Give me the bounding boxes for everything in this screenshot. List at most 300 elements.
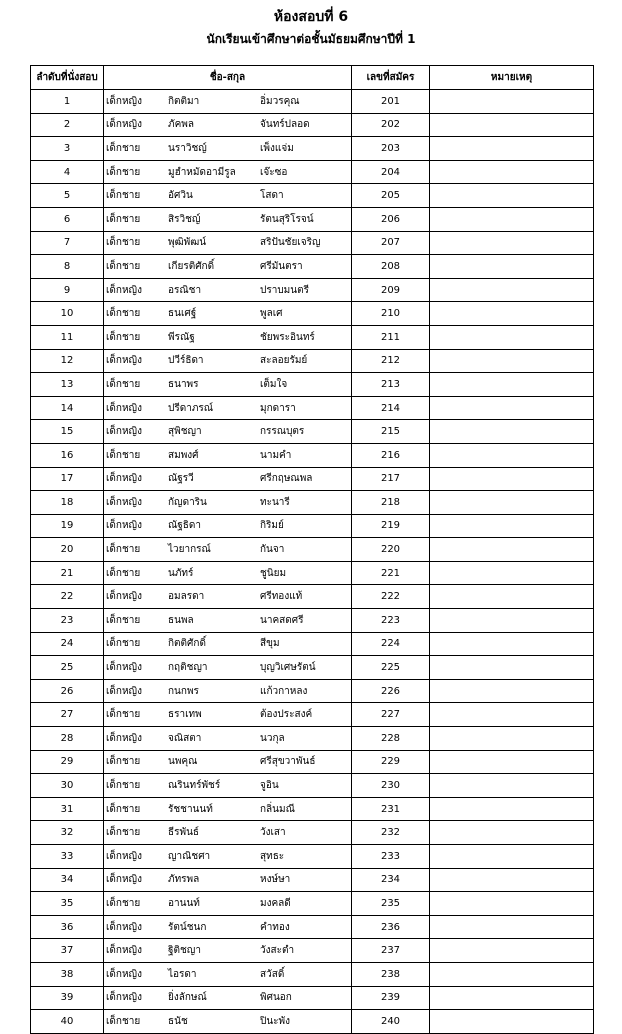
application-number: 205 <box>352 184 430 208</box>
table-row <box>31 797 594 821</box>
seat-number: 6 <box>31 207 104 231</box>
note-cell <box>430 750 594 774</box>
last-name: ศรีทองแท้ <box>260 591 303 603</box>
table-row <box>31 373 594 397</box>
first-name: ญาณิชศา <box>168 850 211 862</box>
student-name <box>104 892 352 916</box>
note-cell <box>430 892 594 916</box>
table-row <box>31 774 594 798</box>
note-cell <box>430 821 594 845</box>
table-row <box>31 184 594 208</box>
name-prefix: เด็กชาย <box>106 237 141 249</box>
last-name: มงคลดี <box>260 897 291 909</box>
seat-number: 22 <box>31 585 104 609</box>
application-number: 201 <box>352 90 430 114</box>
name-prefix: เด็กชาย <box>106 213 141 225</box>
seat-number: 17 <box>31 467 104 491</box>
application-number: 209 <box>352 278 430 302</box>
application-number: 213 <box>352 373 430 397</box>
note-cell <box>430 302 594 326</box>
note-cell <box>430 514 594 538</box>
seat-number: 21 <box>31 561 104 585</box>
note-cell <box>430 184 594 208</box>
note-cell <box>430 278 594 302</box>
name-prefix: เด็กชาย <box>106 1015 141 1027</box>
table-row <box>31 632 594 656</box>
first-name: ปวีร์ธิดา <box>168 355 204 367</box>
last-name: พิศนอก <box>260 992 292 1004</box>
seat-number: 33 <box>31 845 104 869</box>
first-name: รัตน์ชนก <box>168 921 207 933</box>
student-name <box>104 255 352 279</box>
first-name: จณิสตา <box>168 732 202 744</box>
first-name: ณัฐธิดา <box>168 520 202 532</box>
last-name: ต้องประสงค์ <box>260 709 313 721</box>
seat-number: 9 <box>31 278 104 302</box>
application-number: 218 <box>352 491 430 515</box>
note-cell <box>430 632 594 656</box>
first-name: พีรณัฐ <box>168 331 195 343</box>
application-number: 204 <box>352 160 430 184</box>
name-prefix: เด็กหญิง <box>106 992 142 1004</box>
first-name: ธนพล <box>168 614 194 626</box>
table-row <box>31 868 594 892</box>
seat-number: 3 <box>31 137 104 161</box>
first-name: อานนท์ <box>168 897 200 909</box>
seat-number: 40 <box>31 1010 104 1034</box>
note-cell <box>430 113 594 137</box>
student-name <box>104 727 352 751</box>
note-cell <box>430 538 594 562</box>
name-prefix: เด็กชาย <box>106 331 141 343</box>
seat-number: 34 <box>31 868 104 892</box>
seat-number: 15 <box>31 420 104 444</box>
seat-number: 18 <box>31 491 104 515</box>
table-row <box>31 727 594 751</box>
table-row <box>31 325 594 349</box>
seat-number: 7 <box>31 231 104 255</box>
note-cell <box>430 160 594 184</box>
last-name: ศรีกฤษณพล <box>260 473 313 485</box>
seat-number: 19 <box>31 514 104 538</box>
student-name <box>104 915 352 939</box>
first-name: ยิ่งลักษณ์ <box>168 992 207 1004</box>
table-row <box>31 160 594 184</box>
last-name: วังเสา <box>260 827 286 839</box>
name-prefix: เด็กชาย <box>106 709 141 721</box>
last-name: อิ่มวรคุณ <box>260 95 300 107</box>
note-cell <box>430 420 594 444</box>
seat-number: 4 <box>31 160 104 184</box>
table-row <box>31 986 594 1010</box>
note-cell <box>430 585 594 609</box>
last-name: เจ๊ะซอ <box>260 166 288 178</box>
seat-number: 16 <box>31 443 104 467</box>
table-row <box>31 845 594 869</box>
first-name: สุพิชญา <box>168 426 202 438</box>
seat-number: 39 <box>31 986 104 1010</box>
table-row <box>31 939 594 963</box>
name-prefix: เด็กหญิง <box>106 426 142 438</box>
note-cell <box>430 1010 594 1034</box>
last-name: สะลอยรัมย์ <box>260 355 308 367</box>
name-prefix: เด็กหญิง <box>106 685 142 697</box>
table-row <box>31 892 594 916</box>
last-name: กรรณบุตร <box>260 426 305 438</box>
student-name <box>104 90 352 114</box>
last-name: ศรีมันตรา <box>260 260 303 272</box>
table-body <box>31 90 594 1034</box>
table-row <box>31 561 594 585</box>
header-name: ชื่อ-สกุล <box>104 66 352 90</box>
last-name: แก้วกาหลง <box>260 685 308 697</box>
note-cell <box>430 939 594 963</box>
first-name: มูฮำหมัดอามีรูล <box>168 166 236 178</box>
seat-number: 32 <box>31 821 104 845</box>
note-cell <box>430 467 594 491</box>
name-prefix: เด็กหญิง <box>106 402 142 414</box>
name-prefix: เด็กชาย <box>106 803 141 815</box>
table-row <box>31 396 594 420</box>
first-name: ปรีดาภรณ์ <box>168 402 214 414</box>
student-name <box>104 396 352 420</box>
note-cell <box>430 90 594 114</box>
note-cell <box>430 373 594 397</box>
seat-number: 2 <box>31 113 104 137</box>
application-number: 238 <box>352 962 430 986</box>
last-name: เต็มใจ <box>260 378 288 390</box>
first-name: ภัคพล <box>168 119 195 131</box>
first-name: กัญดาริน <box>168 496 207 508</box>
student-name <box>104 325 352 349</box>
table-row <box>31 915 594 939</box>
last-name: หงษ์ษา <box>260 874 291 886</box>
application-number: 208 <box>352 255 430 279</box>
seat-number: 12 <box>31 349 104 373</box>
last-name: นาคสดศรี <box>260 614 304 626</box>
last-name: ทะนารี <box>260 496 290 508</box>
last-name: สีขุม <box>260 638 280 650</box>
name-prefix: เด็กหญิง <box>106 520 142 532</box>
table-row <box>31 656 594 680</box>
application-number: 237 <box>352 939 430 963</box>
application-number: 231 <box>352 797 430 821</box>
name-prefix: เด็กหญิง <box>106 921 142 933</box>
application-number: 227 <box>352 703 430 727</box>
last-name: กันจา <box>260 544 285 556</box>
table-row <box>31 491 594 515</box>
application-number: 215 <box>352 420 430 444</box>
application-number: 228 <box>352 727 430 751</box>
name-prefix: เด็กชาย <box>106 260 141 272</box>
student-name <box>104 349 352 373</box>
last-name: พูลเศ <box>260 308 283 320</box>
application-number: 219 <box>352 514 430 538</box>
first-name: ภัทรพล <box>168 874 200 886</box>
name-prefix: เด็กหญิง <box>106 355 142 367</box>
seat-number: 31 <box>31 797 104 821</box>
last-name: ศรีสุขวาพันธ์ <box>260 756 316 768</box>
student-name <box>104 1010 352 1034</box>
first-name: นภัทร์ <box>168 567 194 579</box>
header-seat: ลำดับที่นั่งสอบ <box>31 66 104 90</box>
last-name: สริปันชัยเจริญ <box>260 237 321 249</box>
name-prefix: เด็กหญิง <box>106 874 142 886</box>
first-name: เกียรติศักดิ์ <box>168 260 215 272</box>
first-name: สิรวิชญ์ <box>168 213 201 225</box>
student-name <box>104 113 352 137</box>
application-number: 220 <box>352 538 430 562</box>
student-name <box>104 585 352 609</box>
application-number: 233 <box>352 845 430 869</box>
application-number: 210 <box>352 302 430 326</box>
application-number: 212 <box>352 349 430 373</box>
application-number: 232 <box>352 821 430 845</box>
name-prefix: เด็กหญิง <box>106 732 142 744</box>
application-number: 206 <box>352 207 430 231</box>
note-cell <box>430 774 594 798</box>
student-name <box>104 750 352 774</box>
name-prefix: เด็กหญิง <box>106 591 142 603</box>
application-number: 211 <box>352 325 430 349</box>
first-name: ธนเศฐ์ <box>168 308 197 320</box>
student-name <box>104 821 352 845</box>
seat-number: 13 <box>31 373 104 397</box>
first-name: ณัฐรวี <box>168 473 194 485</box>
table-row <box>31 231 594 255</box>
first-name: ฐิติชญา <box>168 945 201 957</box>
application-number: 202 <box>352 113 430 137</box>
name-prefix: เด็กชาย <box>106 567 141 579</box>
seat-number: 27 <box>31 703 104 727</box>
last-name: สวัสดิ์ <box>260 968 285 980</box>
table-row <box>31 538 594 562</box>
last-name: กลิ่นมณี <box>260 803 295 815</box>
seat-number: 23 <box>31 609 104 633</box>
first-name: กิตติมา <box>168 95 200 107</box>
first-name: อัศวิน <box>168 190 193 202</box>
last-name: ชัยพระอินทร์ <box>260 331 315 343</box>
name-prefix: เด็กชาย <box>106 142 141 154</box>
name-prefix: เด็กหญิง <box>106 496 142 508</box>
first-name: นพคุณ <box>168 756 198 768</box>
seat-number: 35 <box>31 892 104 916</box>
application-number: 235 <box>352 892 430 916</box>
application-number: 223 <box>352 609 430 633</box>
last-name: บุญวิเศษรัตน์ <box>260 662 316 674</box>
seat-number: 25 <box>31 656 104 680</box>
note-cell <box>430 443 594 467</box>
last-name: กิริมย์ <box>260 520 284 532</box>
application-number: 229 <box>352 750 430 774</box>
note-cell <box>430 207 594 231</box>
student-name <box>104 538 352 562</box>
note-cell <box>430 137 594 161</box>
seat-number: 5 <box>31 184 104 208</box>
last-name: นวกุล <box>260 732 285 744</box>
note-cell <box>430 349 594 373</box>
name-prefix: เด็กชาย <box>106 190 141 202</box>
student-name <box>104 939 352 963</box>
seat-number: 11 <box>31 325 104 349</box>
table-row <box>31 420 594 444</box>
table-row <box>31 207 594 231</box>
student-name <box>104 868 352 892</box>
student-name <box>104 231 352 255</box>
first-name: ไอรดา <box>168 968 197 980</box>
student-name <box>104 467 352 491</box>
seat-number: 28 <box>31 727 104 751</box>
note-cell <box>430 845 594 869</box>
student-name <box>104 184 352 208</box>
application-number: 222 <box>352 585 430 609</box>
last-name: นามคำ <box>260 449 292 461</box>
name-prefix: เด็กชาย <box>106 544 141 556</box>
table-row <box>31 90 594 114</box>
name-prefix: เด็กหญิง <box>106 473 142 485</box>
table-row <box>31 821 594 845</box>
name-prefix: เด็กชาย <box>106 449 141 461</box>
student-name <box>104 986 352 1010</box>
application-number: 225 <box>352 656 430 680</box>
table-row <box>31 113 594 137</box>
note-cell <box>430 255 594 279</box>
name-prefix: เด็กชาย <box>106 614 141 626</box>
table-row <box>31 302 594 326</box>
note-cell <box>430 609 594 633</box>
note-cell <box>430 727 594 751</box>
note-cell <box>430 868 594 892</box>
first-name: ณรินทร์พัชร์ <box>168 780 221 792</box>
last-name: โสดา <box>260 190 284 202</box>
application-number: 234 <box>352 868 430 892</box>
student-name <box>104 609 352 633</box>
last-name: มุกดารา <box>260 402 296 414</box>
student-name <box>104 561 352 585</box>
name-prefix: เด็กชาย <box>106 897 141 909</box>
name-prefix: เด็กชาย <box>106 308 141 320</box>
note-cell <box>430 561 594 585</box>
name-prefix: เด็กชาย <box>106 166 141 178</box>
last-name: วังสะตำ <box>260 945 295 957</box>
name-prefix: เด็กหญิง <box>106 662 142 674</box>
note-cell <box>430 915 594 939</box>
seat-number: 1 <box>31 90 104 114</box>
exam-room-table <box>30 65 594 1034</box>
last-name: จันทร์ปลอด <box>260 119 310 131</box>
last-name: สุทธะ <box>260 850 285 862</box>
student-name <box>104 845 352 869</box>
seat-number: 26 <box>31 679 104 703</box>
name-prefix: เด็กหญิง <box>106 850 142 862</box>
student-name <box>104 679 352 703</box>
student-name <box>104 774 352 798</box>
first-name: ธีรพันธ์ <box>168 827 200 839</box>
student-name <box>104 137 352 161</box>
student-name <box>104 420 352 444</box>
student-name <box>104 632 352 656</box>
last-name: ปินะพัง <box>260 1015 291 1027</box>
name-prefix: เด็กหญิง <box>106 945 142 957</box>
note-cell <box>430 231 594 255</box>
application-number: 236 <box>352 915 430 939</box>
seat-number: 8 <box>31 255 104 279</box>
seat-number: 24 <box>31 632 104 656</box>
note-cell <box>430 986 594 1010</box>
first-name: อรณิชา <box>168 284 202 296</box>
last-name: ปราบมนตรี <box>260 284 309 296</box>
name-prefix: เด็กชาย <box>106 378 141 390</box>
student-name <box>104 514 352 538</box>
note-cell <box>430 396 594 420</box>
first-name: ไวยากรณ์ <box>168 544 211 556</box>
page-subtitle: นักเรียนเข้าศึกษาต่อชั้นมัธยมศึกษาปีที่ 1 <box>206 32 416 46</box>
student-name <box>104 302 352 326</box>
student-name <box>104 491 352 515</box>
first-name: กฤติชญา <box>168 662 208 674</box>
student-name <box>104 797 352 821</box>
name-prefix: เด็กชาย <box>106 756 141 768</box>
table-row <box>31 443 594 467</box>
name-prefix: เด็กชาย <box>106 780 141 792</box>
first-name: กิตติศักดิ์ <box>168 638 206 650</box>
last-name: เพ็งแจ่ม <box>260 142 294 154</box>
student-name <box>104 703 352 727</box>
application-number: 239 <box>352 986 430 1010</box>
last-name: คำทอง <box>260 921 290 933</box>
table-row <box>31 255 594 279</box>
student-name <box>104 278 352 302</box>
first-name: นราวิชญ์ <box>168 142 207 154</box>
table-row <box>31 349 594 373</box>
first-name: อมลรดา <box>168 591 205 603</box>
last-name: จูอิน <box>260 780 279 792</box>
table-row <box>31 514 594 538</box>
student-name <box>104 656 352 680</box>
first-name: ธราเทพ <box>168 709 202 721</box>
note-cell <box>430 325 594 349</box>
table-row <box>31 750 594 774</box>
name-prefix: เด็กชาย <box>106 638 141 650</box>
table-row <box>31 703 594 727</box>
seat-number: 30 <box>31 774 104 798</box>
application-number: 221 <box>352 561 430 585</box>
application-number: 214 <box>352 396 430 420</box>
table-row <box>31 137 594 161</box>
student-name <box>104 443 352 467</box>
application-number: 216 <box>352 443 430 467</box>
seat-number: 20 <box>31 538 104 562</box>
student-name <box>104 962 352 986</box>
seat-number: 36 <box>31 915 104 939</box>
seat-number: 10 <box>31 302 104 326</box>
note-cell <box>430 491 594 515</box>
application-number: 226 <box>352 679 430 703</box>
student-name <box>104 207 352 231</box>
student-name <box>104 160 352 184</box>
first-name: ธนัช <box>168 1015 188 1027</box>
application-number: 217 <box>352 467 430 491</box>
first-name: กนกพร <box>168 685 199 697</box>
note-cell <box>430 797 594 821</box>
note-cell <box>430 656 594 680</box>
last-name: ชูนิยม <box>260 567 287 579</box>
seat-number: 38 <box>31 962 104 986</box>
application-number: 230 <box>352 774 430 798</box>
table-header-row <box>31 66 594 90</box>
table-row <box>31 467 594 491</box>
table-row <box>31 679 594 703</box>
